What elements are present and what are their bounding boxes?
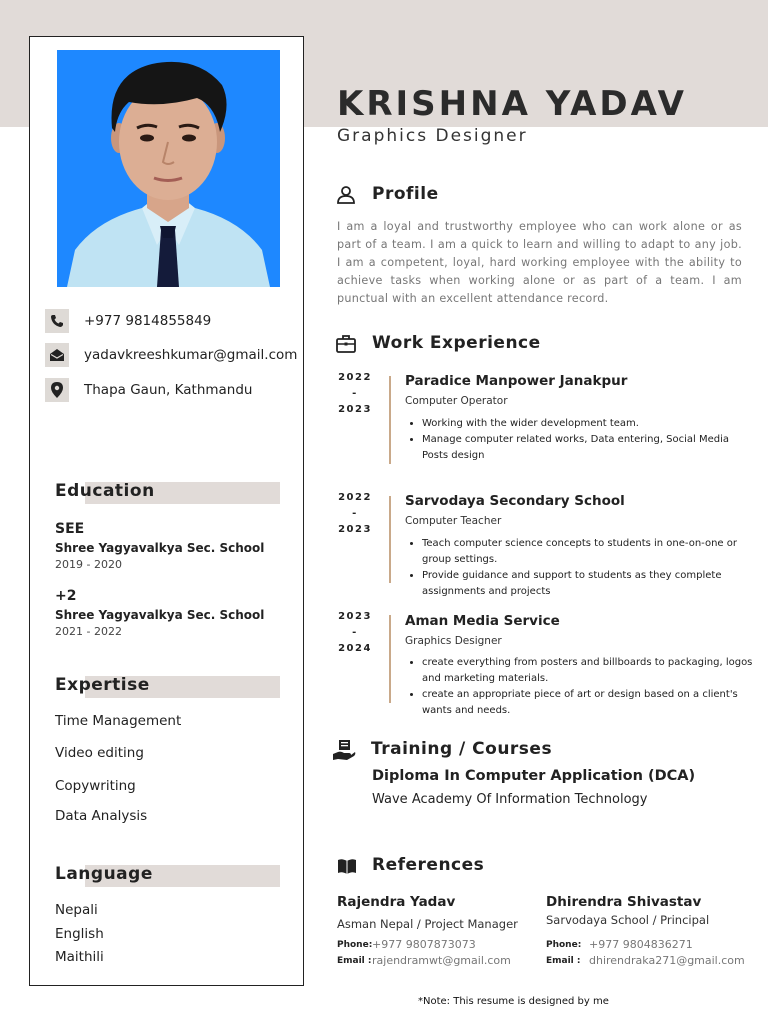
envelope-icon <box>45 343 69 367</box>
location-pin-icon <box>45 378 69 402</box>
timeline-line <box>389 376 391 464</box>
reference-phone: +977 9804836271 <box>589 938 693 951</box>
job-years <box>333 370 377 418</box>
footer-note: *Note: This resume is designed by me <box>418 996 609 1007</box>
education-school: Shree Yagyavalkya Sec. School <box>55 608 265 622</box>
reference-phone: +977 9807873073 <box>372 938 476 951</box>
expertise-item: Copywriting <box>55 778 136 794</box>
contact-email <box>45 343 297 367</box>
education-years: 2021 - 2022 <box>55 625 122 638</box>
training-heading: Training / Courses <box>371 739 553 759</box>
contact-phone <box>45 309 211 333</box>
job-title: Computer Operator <box>405 395 508 407</box>
profile-text: I am a loyal and trustworthy employee who can work alone or as part of a team. I am a quick to learn and willing to adapt to any job. I am a competent, loyal, hard working employee with the ability to achieve tasks when working alone or as part of a team. I am punctual with an excellent attendance record. <box>337 220 742 305</box>
education-heading: Education <box>55 481 155 501</box>
job-end-year: 2023 <box>338 404 372 415</box>
address-text: Thapa Gaun, Kathmandu <box>84 382 253 398</box>
timeline-line <box>389 496 391 583</box>
course-name: Diploma In Computer Application (DCA) <box>372 768 696 784</box>
job-duty: • Manage computer related works, Data entering, Social Media Posts design <box>422 432 757 464</box>
job-end-year: 2023 <box>338 524 372 535</box>
job-duty: • Teach computer science concepts to students in one-on-one or group settings. <box>422 536 757 568</box>
job-start-year: 2022 <box>338 492 372 503</box>
reference-phone-label: Phone: <box>337 940 373 950</box>
reference-name: Dhirendra Shivastav <box>546 894 702 910</box>
open-book-icon <box>337 857 357 875</box>
reference-phone-label: Phone: <box>546 940 582 950</box>
language-heading: Language <box>55 864 153 884</box>
job-title: Computer Teacher <box>405 515 502 527</box>
references-heading: References <box>372 855 485 875</box>
job-duty: • create an appropriate piece of art or design based on a client's wants and needs. <box>422 687 757 719</box>
expertise-item: Data Analysis <box>55 808 148 824</box>
contact-address <box>45 378 252 402</box>
job-end-year: 2024 <box>338 643 372 654</box>
resume-role: Graphics Designer <box>337 126 528 146</box>
job-duties <box>405 655 757 719</box>
phone-icon <box>45 309 69 333</box>
email-text: yadavkreeshkumar@gmail.com <box>84 347 298 363</box>
job-company: Sarvodaya Secondary School <box>405 493 625 509</box>
job-company: Paradice Manpower Janakpur <box>405 373 628 389</box>
reference-position: Asman Nepal / Project Manager <box>337 917 518 931</box>
reference-position: Sarvodaya School / Principal <box>546 913 710 927</box>
expertise-item: Video editing <box>55 745 144 761</box>
education-years: 2019 - 2020 <box>55 558 122 571</box>
job-duties <box>405 536 757 600</box>
timeline-line <box>389 615 391 703</box>
job-duty: • Working with the wider development team. <box>422 416 757 432</box>
language-item: Maithili <box>55 949 104 965</box>
reference-email-label: Email : <box>337 956 372 966</box>
job-title: Graphics Designer <box>405 635 502 647</box>
resume-name: KRISHNA YADAV <box>337 84 687 124</box>
work-heading: Work Experience <box>372 333 541 353</box>
reference-name: Rajendra Yadav <box>337 894 456 910</box>
phone-text: +977 9814855849 <box>84 313 212 329</box>
expertise-heading: Expertise <box>55 675 150 695</box>
job-years-dash: - <box>352 388 358 399</box>
reference-email-label: Email : <box>546 956 581 966</box>
expertise-item: Time Management <box>55 713 182 729</box>
job-company: Aman Media Service <box>405 613 560 629</box>
person-portrait <box>57 50 280 287</box>
job-start-year: 2023 <box>338 611 372 622</box>
education-level: SEE <box>55 521 85 537</box>
language-item: English <box>55 926 104 942</box>
profile-photo <box>57 50 280 287</box>
certificate-hand-icon <box>332 738 356 762</box>
course-institute: Wave Academy Of Information Technology <box>372 792 648 807</box>
language-item: Nepali <box>55 902 98 918</box>
reference-email: rajendramwt@gmail.com <box>372 954 511 967</box>
education-school: Shree Yagyavalkya Sec. School <box>55 541 265 555</box>
reference-email: dhirendraka271@gmail.com <box>589 954 745 967</box>
person-icon <box>335 184 357 206</box>
job-duty: • create everything from posters and billboards to packaging, logos and marketing materials. <box>422 655 757 687</box>
job-duty: • Provide guidance and support to students as they complete assignments and projects <box>422 568 757 600</box>
job-years <box>333 609 377 657</box>
job-years-dash: - <box>352 508 358 519</box>
job-years-dash: - <box>352 627 358 638</box>
briefcase-icon <box>335 333 357 355</box>
job-years <box>333 490 377 538</box>
education-level: +2 <box>55 588 77 604</box>
job-duties <box>405 416 757 464</box>
job-start-year: 2022 <box>338 372 372 383</box>
profile-heading: Profile <box>372 184 439 204</box>
